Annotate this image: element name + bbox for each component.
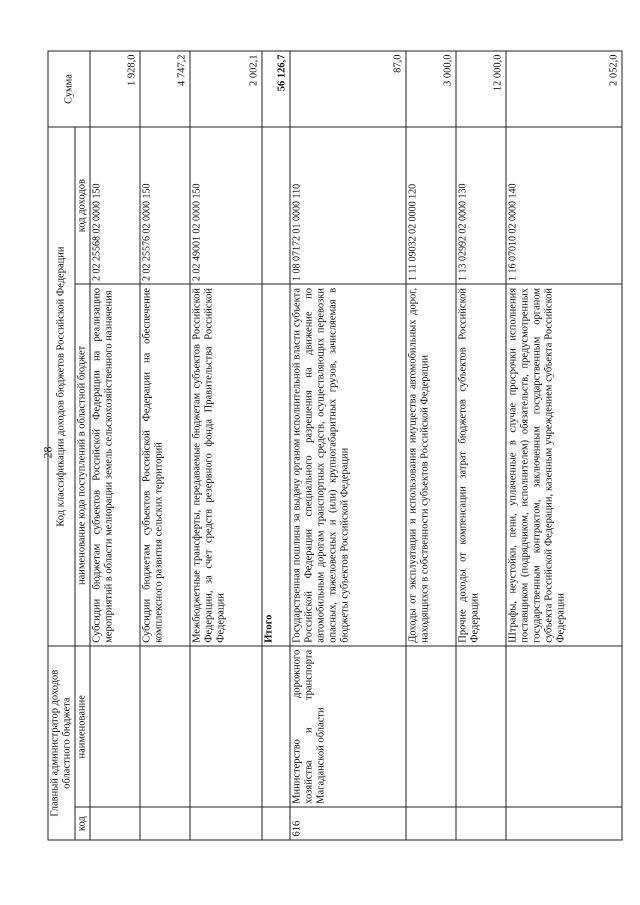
cell-income-code: 1 16 07010 02 0000 140 — [506, 127, 622, 285]
header-admin-name: наименование — [75, 646, 90, 807]
table-row — [140, 51, 190, 840]
cell-sum: 3 000,0 — [406, 51, 456, 127]
cell-admin-code — [406, 807, 456, 840]
cell-admin-name — [406, 646, 456, 807]
table-row — [506, 51, 622, 840]
cell-sum: 4 747,2 — [140, 51, 190, 127]
cell-admin-name — [506, 646, 622, 807]
cell-income-code: 1 11 09032 02 0000 120 — [406, 127, 456, 285]
header-row-top — [48, 51, 75, 840]
cell-admin-name — [190, 646, 262, 807]
header-income-name: наименование кода поступлений в областной бюджет — [75, 284, 90, 646]
cell-income-code — [262, 127, 290, 285]
total-sum: 56 126,7 — [262, 51, 290, 127]
cell-income-name: Прочие доходы от компенсации затрат бюджетов субъектов Российской Федерации — [456, 284, 506, 646]
cell-admin-name — [140, 646, 190, 807]
total-label: Итого — [262, 284, 290, 646]
table-row-total — [262, 51, 290, 840]
table-row — [456, 51, 506, 840]
cell-admin-name — [456, 646, 506, 807]
cell-income-name: Доходы от эксплуатации и использования имущества автомобильных дорог, находящихся в собственности субъектов Российской Федерации — [406, 284, 456, 646]
cell-admin-code — [190, 807, 262, 840]
cell-admin-code — [90, 807, 140, 840]
table-row — [290, 51, 406, 840]
header-row-sub — [75, 51, 90, 840]
header-classification-group: Код классификации доходов бюджетов Российской Федерации — [48, 127, 75, 646]
document-table-container — [48, 51, 623, 841]
cell-admin-code — [262, 807, 290, 840]
cell-income-name: Субсидии бюджетам субъектов Российской Федерации на обеспечение комплексного развития сельских территорий — [140, 284, 190, 646]
page-number: 28 — [40, 446, 55, 459]
cell-income-code: 2 02 25576 02 0000 150 — [140, 127, 190, 285]
cell-sum: 2 052,0 — [506, 51, 622, 127]
header-income-code: код доходов — [75, 127, 90, 285]
cell-income-name: Штрафы, неустойки, пени, уплаченные в случае просрочки исполнения поставщиком (подрядчиком, исполнителем) обязательств, предусмотренных государственным контрактом, заключенным государственным органом субъекта Российской Федерации, казенным учреждением субъекта Российской Федерации — [506, 284, 622, 646]
header-admin-group: Главный администратор доходов областного бюджета — [48, 646, 75, 840]
cell-income-name: Субсидии бюджетам субъектов Российской Федерации на реализацию мероприятий в области мелиорации земель сельскохозяйственного назначения — [90, 284, 140, 646]
cell-sum: 12 000,0 — [456, 51, 506, 127]
cell-admin-code — [456, 807, 506, 840]
header-sum: Сумма — [48, 51, 90, 127]
cell-income-name: Межбюджетные трансферты, передаваемые бюджетам субъектов Российской Федерации, за счет средств резервного фонда Правительства Российской Федерации — [190, 284, 262, 646]
cell-sum: 87,0 — [290, 51, 406, 127]
cell-income-name: Государственная пошлина за выдачу органом исполнительной власти субъекта Российской Федерации специального разрешения на движение по автомобильным дорогам транспортных средств, осуществляющих перевозки опасных, тяжеловесных и (или) крупногабаритных грузов, зачисляемая в бюджеты субъектов Российской Федерации — [290, 284, 406, 646]
cell-income-code: 2 02 25568 02 0000 150 — [90, 127, 140, 285]
cell-admin-name — [90, 646, 140, 807]
cell-income-code: 1 13 02992 02 0000 130 — [456, 127, 506, 285]
cell-sum: 1 928,0 — [90, 51, 140, 127]
cell-admin-name — [262, 646, 290, 807]
cell-admin-code — [140, 807, 190, 840]
cell-sum: 2 002,1 — [190, 51, 262, 127]
cell-admin-code: 616 — [290, 807, 406, 840]
table-row — [406, 51, 456, 840]
cell-income-code: 1 08 07172 01 0000 110 — [290, 127, 406, 285]
cell-admin-code — [506, 807, 622, 840]
table-row — [190, 51, 262, 840]
cell-admin-name: Министерство дорожного хозяйства и транспорта Магаданской области — [290, 646, 406, 807]
income-classification-table — [48, 51, 623, 841]
header-admin-code: код — [75, 807, 90, 840]
cell-income-code: 2 02 49001 02 0000 150 — [190, 127, 262, 285]
table-row — [90, 51, 140, 840]
